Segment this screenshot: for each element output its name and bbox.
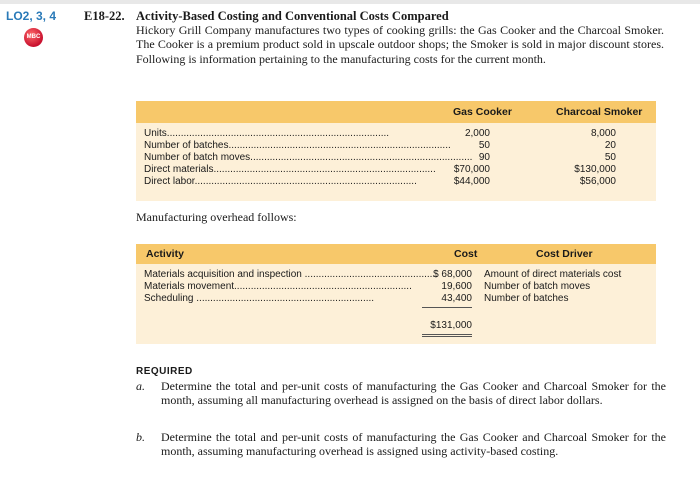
exercise-title: Activity-Based Costing and Conventional Costs Compared bbox=[136, 9, 449, 23]
overhead-intro: Manufacturing overhead follows: bbox=[136, 210, 297, 224]
required-item-a bbox=[136, 380, 666, 422]
item-letter: b. bbox=[136, 430, 145, 444]
product-row-gas: $44,000 bbox=[453, 176, 490, 187]
product-table bbox=[136, 101, 656, 201]
activity-row-cost: 43,400 bbox=[441, 293, 472, 304]
mbc-badge-icon: MBC bbox=[24, 28, 43, 47]
product-row-label: Number of batch moves................................................................................ bbox=[144, 152, 473, 163]
product-row-label: Units................................................................................ bbox=[144, 128, 390, 139]
col-header-activity: Activity bbox=[146, 248, 184, 260]
product-row-gas: 90 bbox=[478, 152, 490, 163]
item-letter: a. bbox=[136, 379, 145, 393]
product-row-label: Number of batches................................................................................ bbox=[144, 140, 451, 151]
overhead-table-header bbox=[136, 244, 656, 264]
activity-row-driver: Number of batch moves bbox=[484, 281, 591, 292]
top-rule bbox=[0, 0, 700, 4]
product-row-gas: $70,000 bbox=[453, 164, 490, 175]
activity-row-label: Scheduling ................................................................ bbox=[144, 293, 375, 304]
col-header-gas-cooker: Gas Cooker bbox=[453, 106, 512, 118]
product-row-charcoal: $56,000 bbox=[579, 176, 616, 187]
activity-row-driver: Number of batches bbox=[484, 293, 569, 304]
item-text: Determine the total and per-unit costs of manufacturing the Gas Cooker and Charcoal Smoker for the month, assuming manufacturing overhead is assigned using activity-based costing. bbox=[161, 430, 666, 458]
activity-row-label: Materials movement................................................................ bbox=[144, 281, 412, 292]
subtotal-rule bbox=[422, 307, 472, 308]
required-heading: REQUIRED bbox=[136, 366, 193, 377]
product-row-charcoal: 8,000 bbox=[590, 128, 616, 139]
intro-paragraph: Hickory Grill Company manufactures two types of cooking grills: the Gas Cooker and the Charcoal Smoker. The Cooker is a premium product sold in upscale outdoor shops; the Smoker is sold in major discount stores. Following is information pertaining to the manufacturing costs for the current month. bbox=[136, 23, 664, 66]
item-text: Determine the total and per-unit costs of manufacturing the Gas Cooker and Charcoal Smoker for the month, assuming all manufacturing overhead is assigned on the basis of direct labor dollars. bbox=[161, 379, 666, 407]
product-row-gas: 2,000 bbox=[464, 128, 490, 139]
product-table-header bbox=[136, 101, 656, 123]
product-row-charcoal: $130,000 bbox=[574, 164, 616, 175]
col-header-charcoal-smoker: Charcoal Smoker bbox=[556, 106, 643, 118]
product-row-charcoal: 50 bbox=[604, 152, 616, 163]
col-header-cost-driver: Cost Driver bbox=[536, 248, 593, 260]
overhead-total: $131,000 bbox=[430, 320, 472, 331]
learning-objectives: LO2, 3, 4 bbox=[6, 9, 57, 23]
activity-row-cost: $ 68,000 bbox=[433, 269, 472, 280]
product-row-label: Direct materials................................................................................ bbox=[144, 164, 436, 175]
activity-row-driver: Amount of direct materials cost bbox=[484, 269, 622, 280]
total-double-rule bbox=[422, 334, 472, 335]
overhead-table bbox=[136, 244, 656, 344]
activity-row-cost: 19,600 bbox=[441, 281, 472, 292]
product-row-gas: 50 bbox=[478, 140, 490, 151]
required-item-b bbox=[136, 431, 666, 461]
exercise-number: E18-22. bbox=[84, 9, 125, 23]
total-double-rule bbox=[422, 336, 472, 337]
product-row-label: Direct labor................................................................................ bbox=[144, 176, 417, 187]
activity-row-label: Materials acquisition and inspection ................................................ bbox=[144, 269, 439, 280]
product-row-charcoal: 20 bbox=[604, 140, 616, 151]
col-header-cost: Cost bbox=[454, 248, 478, 260]
